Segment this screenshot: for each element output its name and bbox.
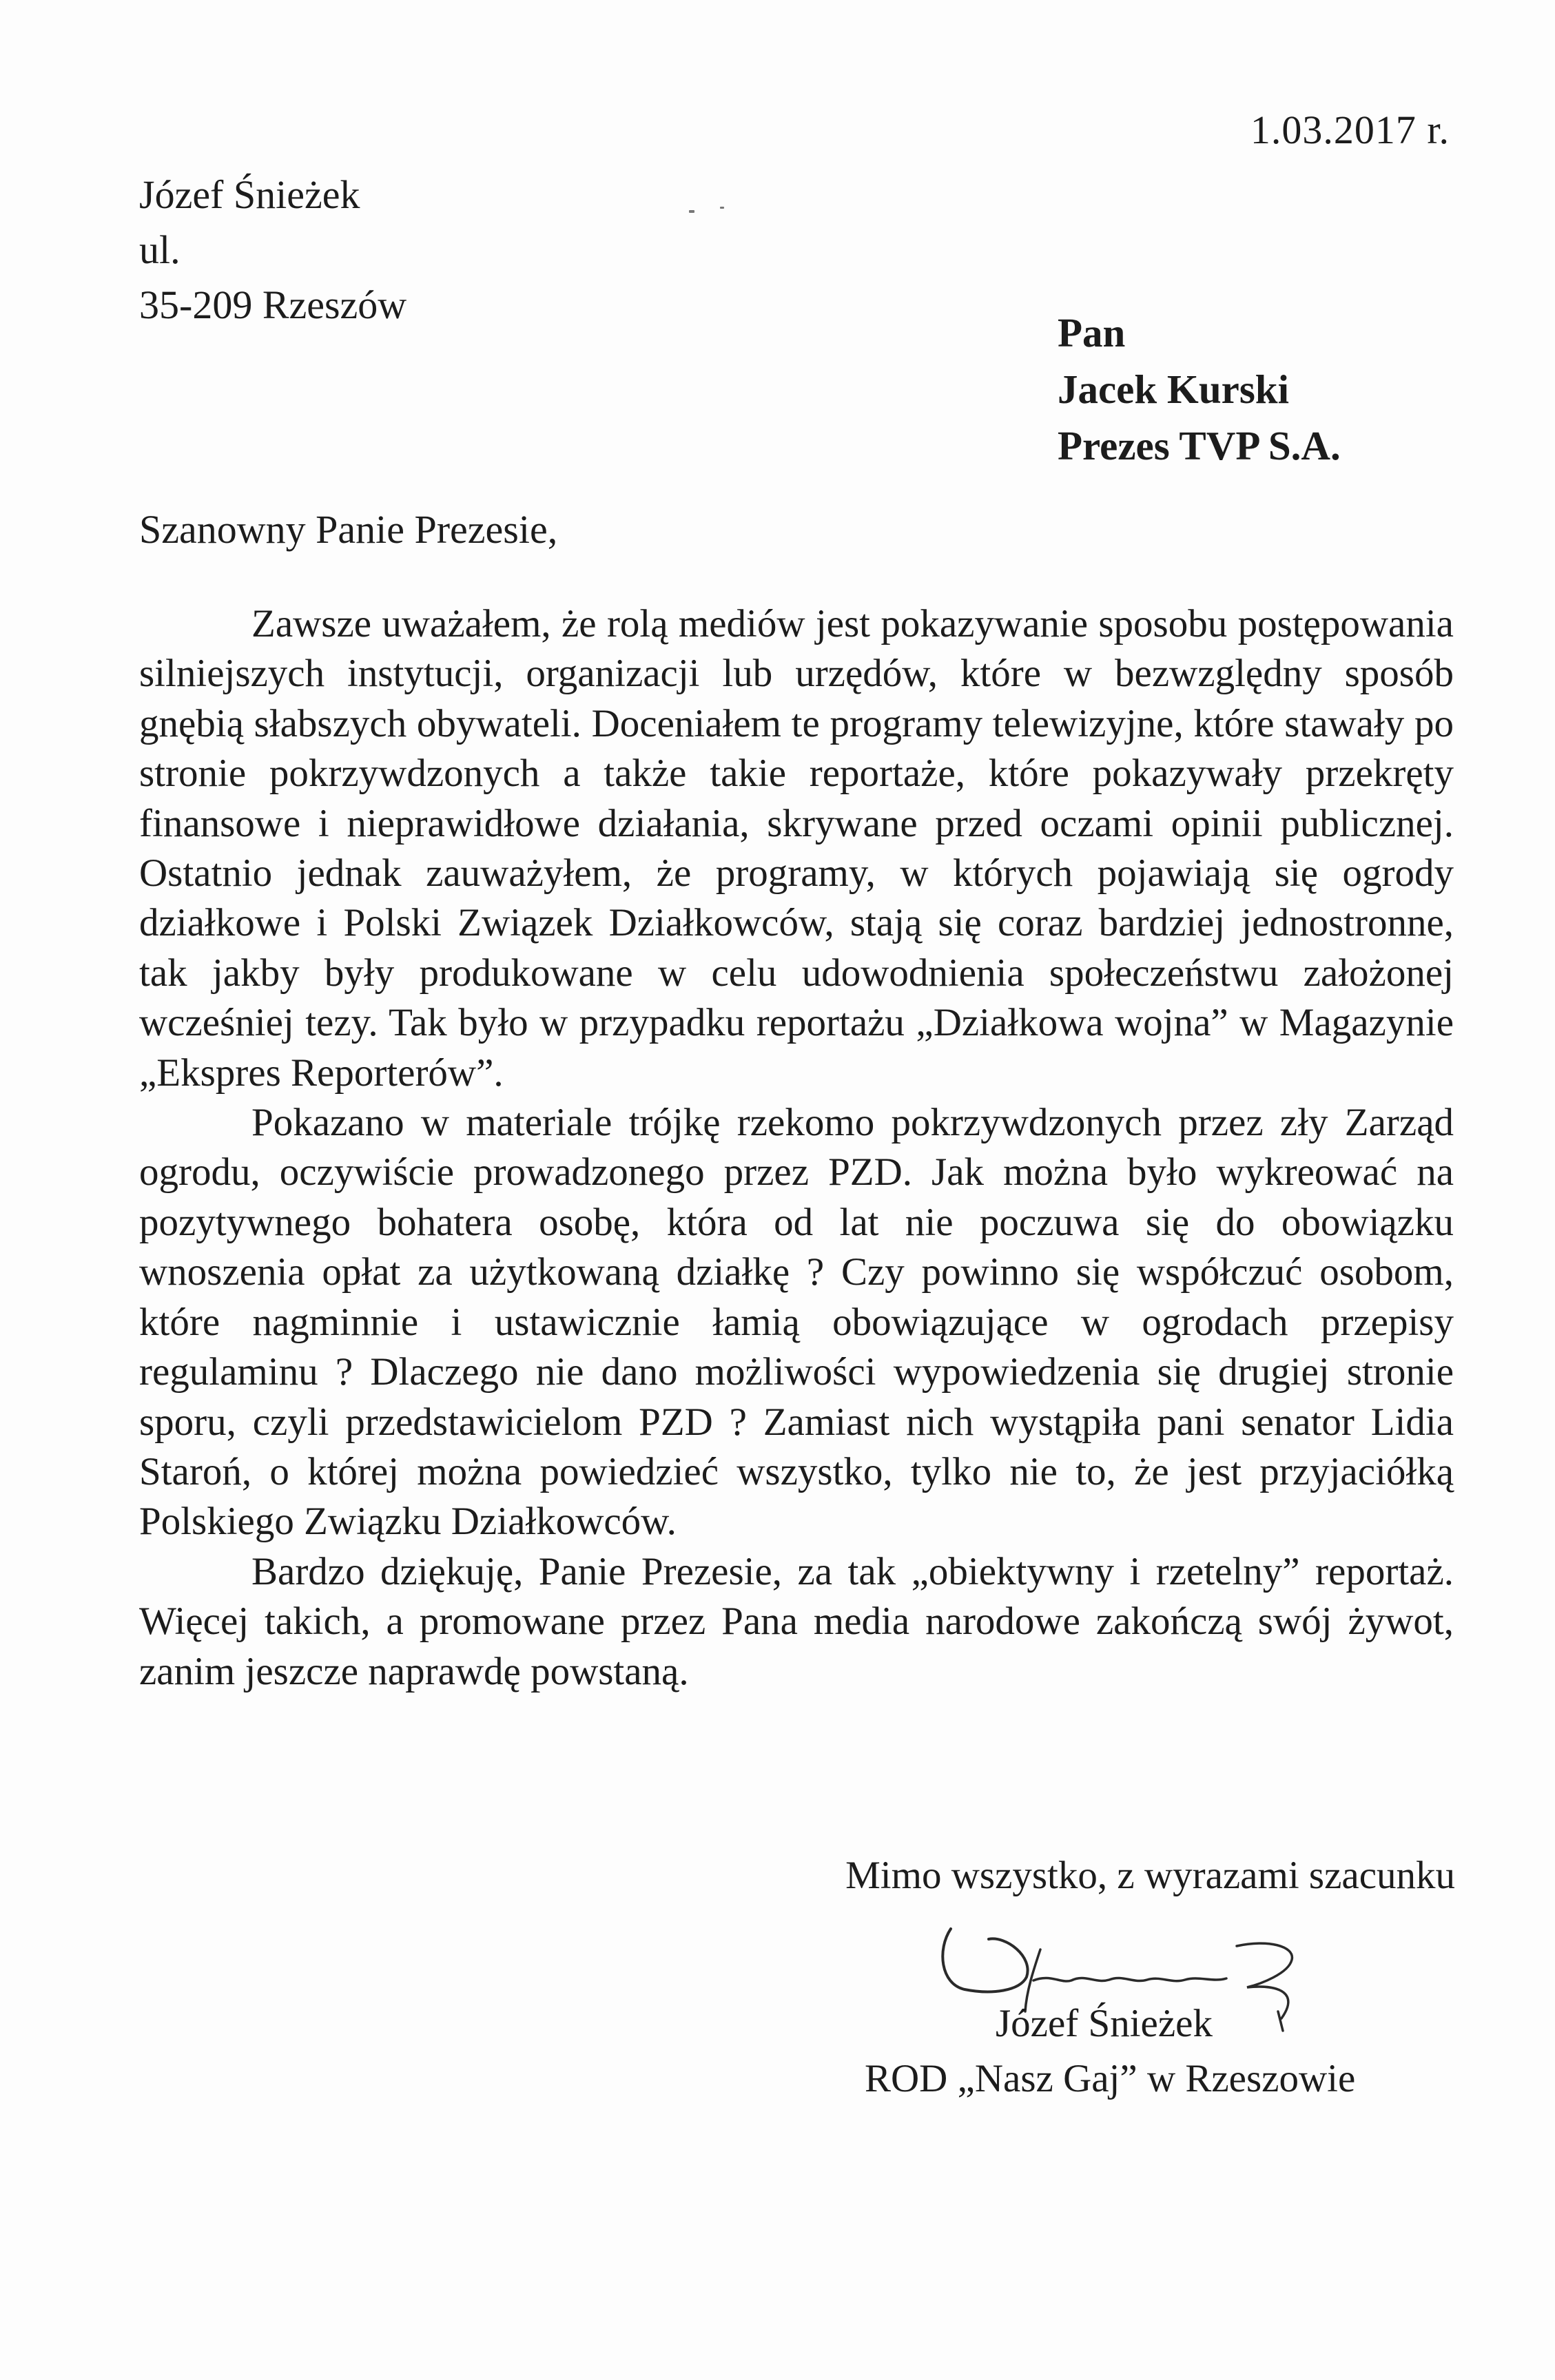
- body-paragraph-2: Pokazano w materiale trójkę rzekomo pokrzywdzonych przez zły Zarząd ogrodu, oczywiście prowadzonego przez PZD. Jak można było wykreować na pozytywnego bohatera osobę, która od lat nie poczuwa się do obowiązku wnoszenia opłat za użytkowaną działkę ? Czy powinno się współczuć osobom, które nagminnie i ustawicznie łamią obowiązujące w ogrodach przepisy regulaminu ? Dlaczego nie dano możliwości wypowiedzenia się drugiej stronie sporu, czyli przedstawicielom PZD ? Zamiast nich wystąpiła pani senator Lidia Staroń, o której można powiedzieć wszystko, tylko nie to, że jest przyjaciółką Polskiego Związku Działkowców.: [139, 1101, 1454, 1544]
- scan-speck: [720, 207, 724, 209]
- recipient-title: Pan: [1058, 310, 1126, 355]
- recipient-position: Prezes TVP S.A.: [1058, 423, 1341, 468]
- signer-name: Józef Śnieżek: [996, 2002, 1213, 2045]
- recipient-name: Jacek Kurski: [1058, 366, 1289, 412]
- sender-city: 35-209 Rzeszów: [139, 282, 407, 327]
- recipient-address: [1058, 304, 1341, 474]
- sender-address: [139, 167, 406, 333]
- sender-name: Józef Śnieżek: [139, 172, 360, 217]
- scan-speck: [689, 210, 694, 213]
- closing-phrase: Mimo wszystko, z wyrazami szacunku: [845, 1854, 1455, 1897]
- salutation: Szanowny Panie Prezesie,: [139, 507, 558, 552]
- signer-organization: ROD „Nasz Gaj” w Rzeszowie: [865, 2057, 1356, 2100]
- letter-body: [139, 599, 1454, 1697]
- body-paragraph-3: Bardzo dziękuję, Panie Prezesie, za tak „obiektywny i rzetelny” reportaż. Więcej takich, a promowane przez Pana media narodowe zakończą swój żywot, zanim jeszcze naprawdę powstaną.: [139, 1549, 1454, 1693]
- letter-date: 1.03.2017 r.: [1250, 107, 1450, 152]
- sender-street: ul.: [139, 227, 181, 272]
- body-paragraph-1: Zawsze uważałem, że rolą mediów jest pokazywanie sposobu postępowania silniejszych instytucji, organizacji lub urzędów, które w bezwzględny sposób gnębią słabszych obywateli. Doceniałem te programy telewizyjne, które stawały po stronie pokrzywdzonych a także takie reportaże, które pokazywały przekręty finansowe i nieprawidłowe działania, skrywane przed oczami opinii publicznej. Ostatnio jednak zauważyłem, że programy, w których pojawiają się ogrody działkowe i Polski Związek Działkowców, stają się coraz bardziej jednostronne, tak jakby były produkowane w celu udowodnienia społeczeństwu założonej wcześniej tezy. Tak było w przypadku reportażu „Działkowa wojna” w Magazynie „Ekspres Reporterów”.: [139, 602, 1454, 1095]
